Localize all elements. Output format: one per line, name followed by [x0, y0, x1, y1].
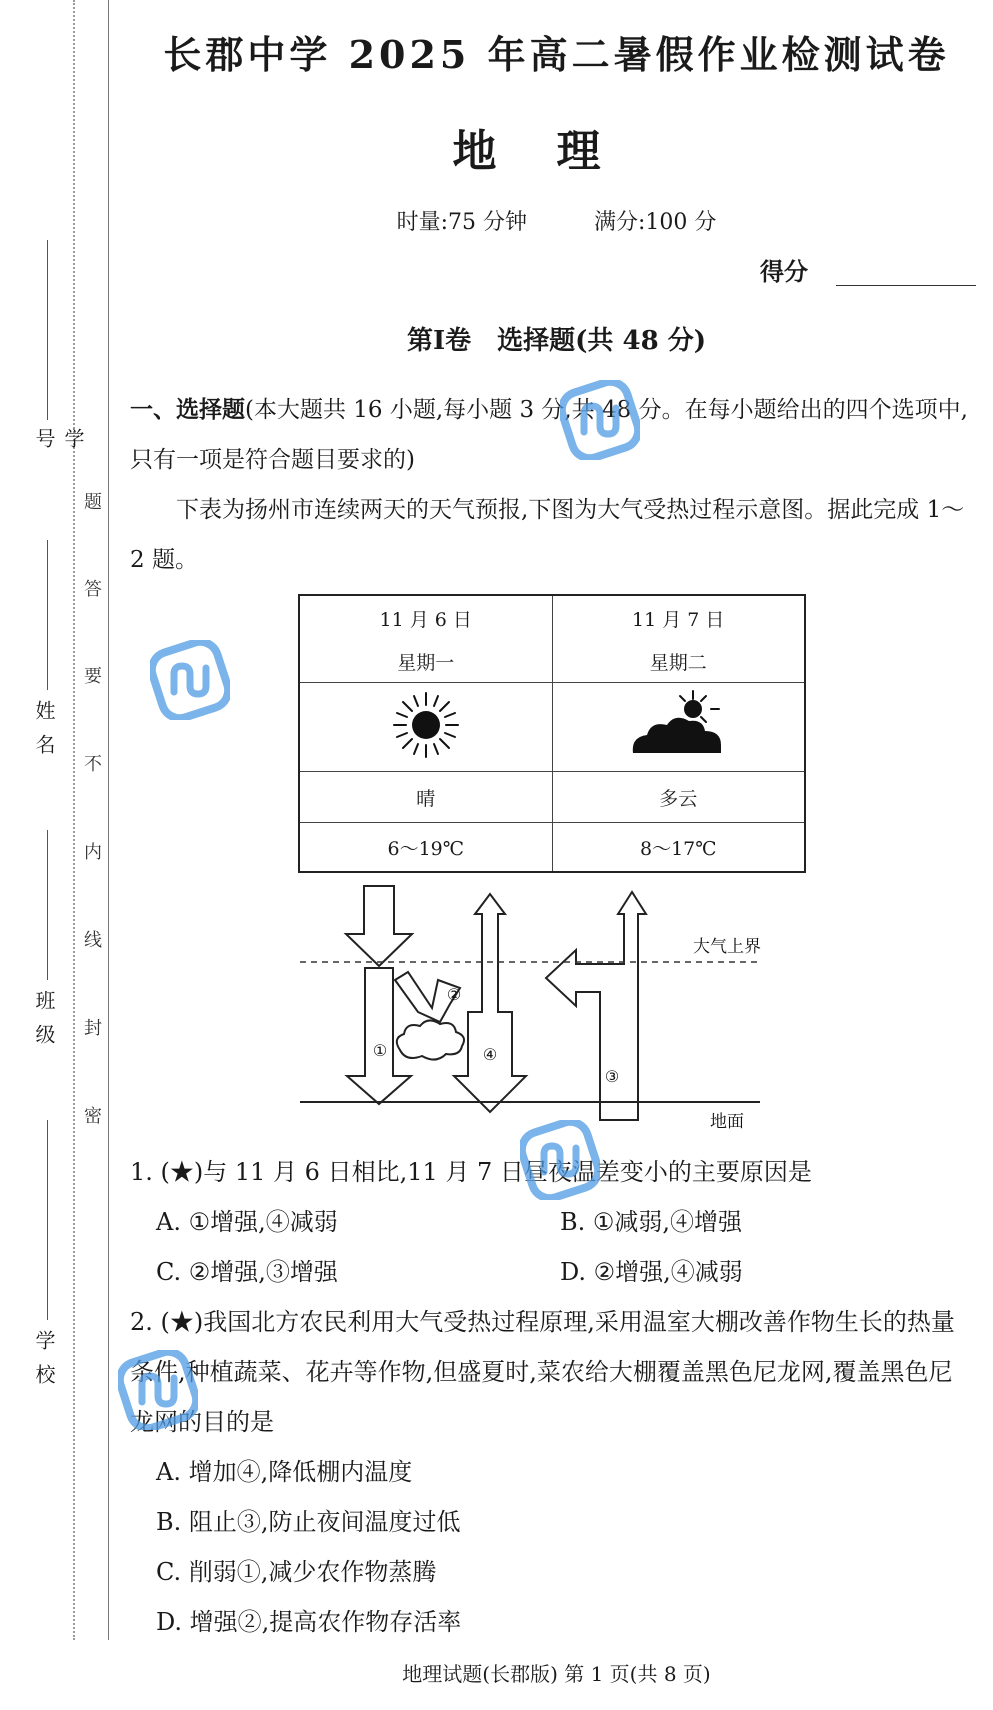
class-field[interactable] [20, 830, 60, 1080]
school-field[interactable] [20, 1120, 60, 1420]
watermark-logo [150, 640, 230, 720]
binding-dotted-line [73, 0, 75, 1640]
watermark-logo [118, 1350, 198, 1430]
seal-char: 不 [84, 754, 102, 775]
question-2-option-d[interactable]: D. 增强②,提高农作物存活率 [156, 1608, 462, 1636]
question-intro: 下表为扬州市连续两天的天气预报,下图为大气受热过程示意图。据此完成 1～2 题。 [130, 497, 965, 573]
weather-text-cell: 晴 [299, 772, 552, 823]
seal-char: 题 [84, 492, 102, 513]
question-2-stem: 2. (★)我国北方农民利用大气受热过程原理,采用温室大棚改善作物生长的热量条件,种植蔬菜、花卉等作物,但盛夏时,菜农给大棚覆盖黑色尼龙网,覆盖黑色尼龙网的目的是 [130, 1308, 955, 1436]
marker-1: ① [372, 1041, 388, 1060]
marker-4: ④ [482, 1045, 498, 1064]
weather-forecast-table [298, 594, 806, 873]
weekday-cell: 星期二 [552, 640, 805, 683]
ground-label: 地面 [710, 1112, 744, 1132]
question-2-option-b[interactable]: B. 阻止③,防止夜间温度过低 [156, 1508, 461, 1536]
question-1-option-d[interactable]: D. ②增强,④减弱 [560, 1258, 743, 1286]
temperature-cell: 8～17℃ [552, 823, 805, 873]
score-label: 得分 [760, 257, 808, 286]
binding-solid-line [108, 0, 109, 1640]
watermark-logo [520, 1120, 600, 1200]
score-blank[interactable] [836, 285, 976, 286]
student-id-label: 学号 [32, 428, 85, 462]
date-cell: 11 月 6 日 [299, 595, 552, 640]
question-1-stem: 1. (★)与 11 月 6 日相比,11 月 7 日昼夜温差变小的主要原因是 [130, 1158, 812, 1186]
page-footer: 地理试题(长郡版) 第 1 页(共 8 页) [402, 1662, 711, 1686]
question-2-option-a[interactable]: A. 增加④,降低棚内温度 [156, 1458, 413, 1486]
solar-radiation-arrow [346, 886, 412, 966]
seal-char: 内 [84, 842, 102, 863]
duration-text: 时量:75 分钟 [396, 210, 527, 235]
seal-char: 要 [84, 666, 102, 687]
weather-icon-cell [299, 683, 552, 772]
name-field[interactable] [20, 540, 60, 790]
student-id-field[interactable] [20, 240, 85, 490]
weekday-cell: 星期一 [299, 640, 552, 683]
part-instructions [130, 385, 970, 485]
watermark-logo [560, 380, 640, 460]
marker-3: ③ [604, 1067, 620, 1086]
part-desc: (本大题共 16 小题,每小题 3 分,共 48 分。在每小题给出的四个选项中,只有一项是符合题目要求的) [130, 397, 968, 473]
weather-icon-cell [552, 683, 805, 772]
seal-char: 线 [84, 930, 102, 951]
temperature-cell: 6～19℃ [299, 823, 552, 873]
partly-cloudy-icon [623, 685, 733, 765]
atmosphere-heating-diagram [300, 880, 820, 1135]
exam-title: 长郡中学 2025 年高二暑假作业检测试卷 [163, 32, 950, 77]
arrow-4 [454, 894, 526, 1112]
section-title: 第Ⅰ卷 选择题(共 48 分) [406, 326, 707, 356]
atmosphere-top-label: 大气上界 [693, 937, 761, 957]
school-label: 学校 [32, 1330, 56, 1398]
seal-char: 答 [84, 579, 102, 600]
seal-char: 密 [84, 1106, 102, 1127]
question-2-option-c[interactable]: C. 削弱①,减少农作物蒸腾 [156, 1558, 437, 1586]
arrow-3 [546, 892, 646, 1120]
part-title: 一、选择题 [130, 396, 245, 423]
question-1-option-c[interactable]: C. ②增强,③增强 [156, 1258, 338, 1286]
date-cell: 11 月 7 日 [552, 595, 805, 640]
name-label: 姓名 [32, 700, 56, 768]
seal-char: 封 [84, 1018, 102, 1039]
marker-2: ② [446, 985, 462, 1004]
sun-icon [386, 685, 466, 765]
question-1-option-b[interactable]: B. ①减弱,④增强 [560, 1208, 743, 1236]
subject-title: 地理 [452, 126, 661, 177]
cloud-shape [397, 1020, 464, 1059]
class-label: 班级 [32, 990, 56, 1058]
weather-text-cell: 多云 [552, 772, 805, 823]
full-score-text: 满分:100 分 [594, 210, 717, 235]
question-1-option-a[interactable]: A. ①增强,④减弱 [156, 1208, 338, 1236]
exam-meta [120, 205, 993, 236]
